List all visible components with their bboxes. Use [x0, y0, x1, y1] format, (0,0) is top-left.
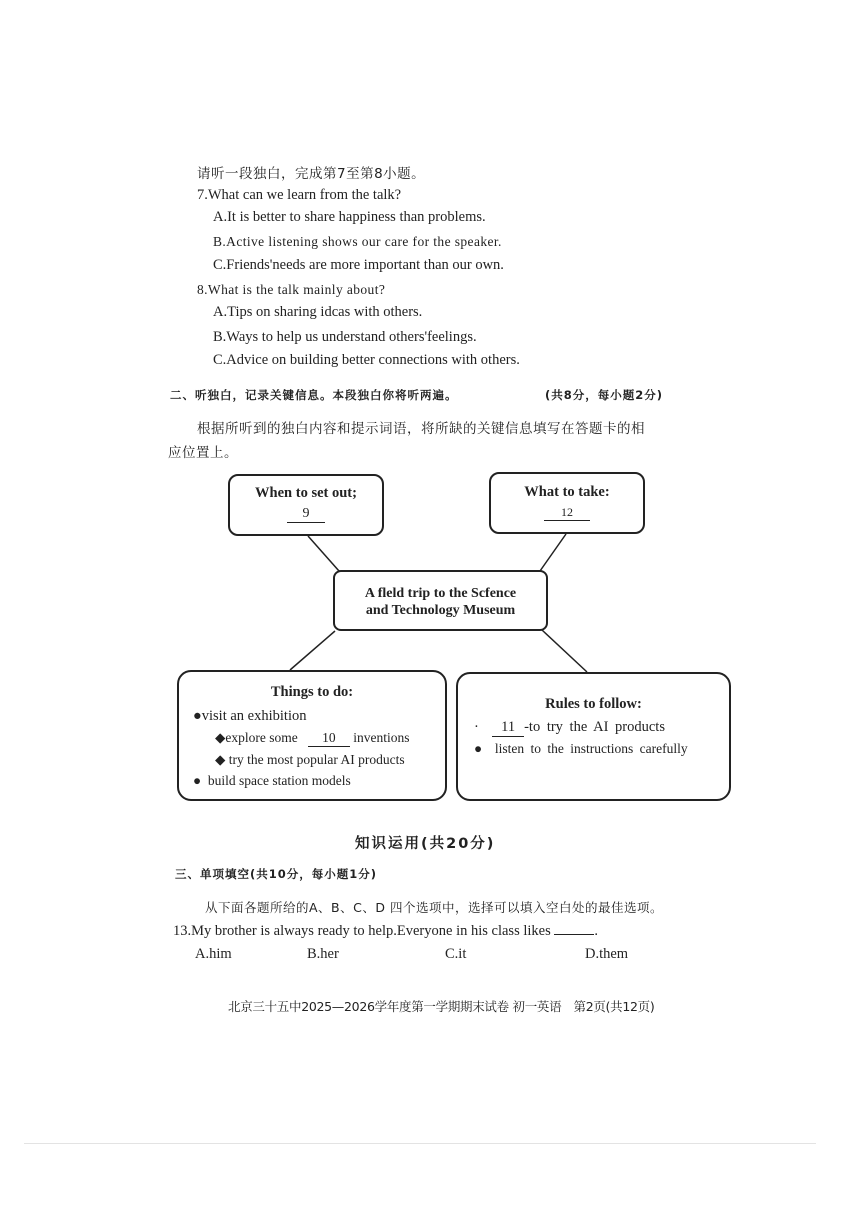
question-13-option-a: A.him [195, 946, 232, 962]
when-to-set-out-box [228, 474, 384, 536]
things-item-2: ● build space station models [193, 773, 351, 788]
things-sub-item-1-post: inventions [353, 730, 410, 745]
section-2-instruction-line1: 根据所听到的独白内容和提示词语，将所缺的关键信息填写在答题卡的相 [197, 421, 645, 437]
center-topic-line1: A fleld trip to the Scfence [364, 586, 517, 601]
question-13-option-d: D.them [585, 946, 629, 962]
things-sub-item-2-text: try the most popular AI products [228, 752, 405, 767]
question-13-option-c: C.it [445, 946, 467, 962]
things-sub-item-1-pre: explore some [225, 730, 298, 745]
rules-to-follow-title: Rules to follow: [545, 696, 642, 712]
question-13-stem-text: 13.My brother is always ready to help.Everyone in his class likes [173, 923, 551, 939]
things-item-1-text: visit an exhibition [201, 708, 307, 724]
things-item-2-text: build space station models [207, 773, 351, 788]
question-8-option-b: B.Ways to help us understand others'feelings. [213, 329, 477, 345]
things-sub-item-1: ◆explore some 10 inventions [215, 730, 410, 745]
when-to-set-out-title: When to set out; [255, 485, 357, 501]
question-7-stem: 7.What can we learn from the talk? [197, 187, 402, 203]
question-7-option-a: A.It is better to share happiness than problems. [213, 209, 486, 225]
rules-item-2: ● listen to the instructions carefully [474, 741, 688, 756]
things-item-1: ●visit an exhibition [193, 708, 307, 724]
rules-item-1: · 11 -to try the AI products [474, 719, 665, 735]
blank-11: 11 [492, 719, 524, 737]
section-3-header: 三、单项填空(共10分，每小题1分) [175, 867, 378, 881]
question-13-option-b: B.her [307, 946, 339, 962]
blank-12: 12 [544, 505, 590, 521]
rules-to-follow-box [456, 672, 731, 801]
question-13-blank [554, 922, 594, 935]
question-8-option-a: A.Tips on sharing idcas with others. [213, 304, 423, 320]
question-8-option-c: C.Advice on building better connections with others. [213, 352, 520, 368]
center-topic-box [333, 570, 548, 631]
blank-10: 10 [308, 730, 350, 747]
section-3-instruction: 从下面各题所给的A、B、C、D 四个选项中，选择可以填入空白处的最佳选项。 [205, 900, 663, 915]
question-13-stem: 13.My brother is always ready to help.Everyone in his class likes . [173, 923, 598, 939]
section-2-instruction-line2: 应位置上。 [168, 445, 238, 461]
things-to-do-title: Things to do: [270, 684, 354, 700]
section-2-header: 二、听独白，记录关键信息。本段独白你将听两遍。 [170, 388, 458, 402]
rules-item-1-text: -to try the AI products [524, 719, 665, 735]
question-8-stem: 8.What is the talk mainly about? [197, 282, 386, 297]
things-sub-item-2: ◆ try the most popular AI products [215, 752, 405, 767]
blank-9: 9 [287, 506, 325, 523]
what-to-take-title: What to take: [524, 484, 610, 500]
page-footer: 北京三十五中2025—2026学年度第一学期期末试卷 初一英语 第2页(共12页) [228, 999, 655, 1014]
things-to-do-box [177, 670, 447, 801]
page-bottom-divider [24, 1143, 816, 1144]
center-topic-line2: and Technology Museum [365, 603, 516, 618]
section-2-score: (共8分，每小题2分) [545, 388, 664, 402]
what-to-take-box [489, 472, 645, 534]
rules-item-2-text: listen to the instructions carefully [494, 741, 688, 756]
knowledge-heading: 知识运用(共20分) [355, 836, 496, 852]
question-7-option-b: B.Active listening shows our care for the speaker. [213, 234, 502, 249]
listening-intro: 请听一段独白，完成第7至第8小题。 [197, 166, 426, 182]
question-7-option-c: C.Friends'needs are more important than our own. [213, 257, 504, 273]
